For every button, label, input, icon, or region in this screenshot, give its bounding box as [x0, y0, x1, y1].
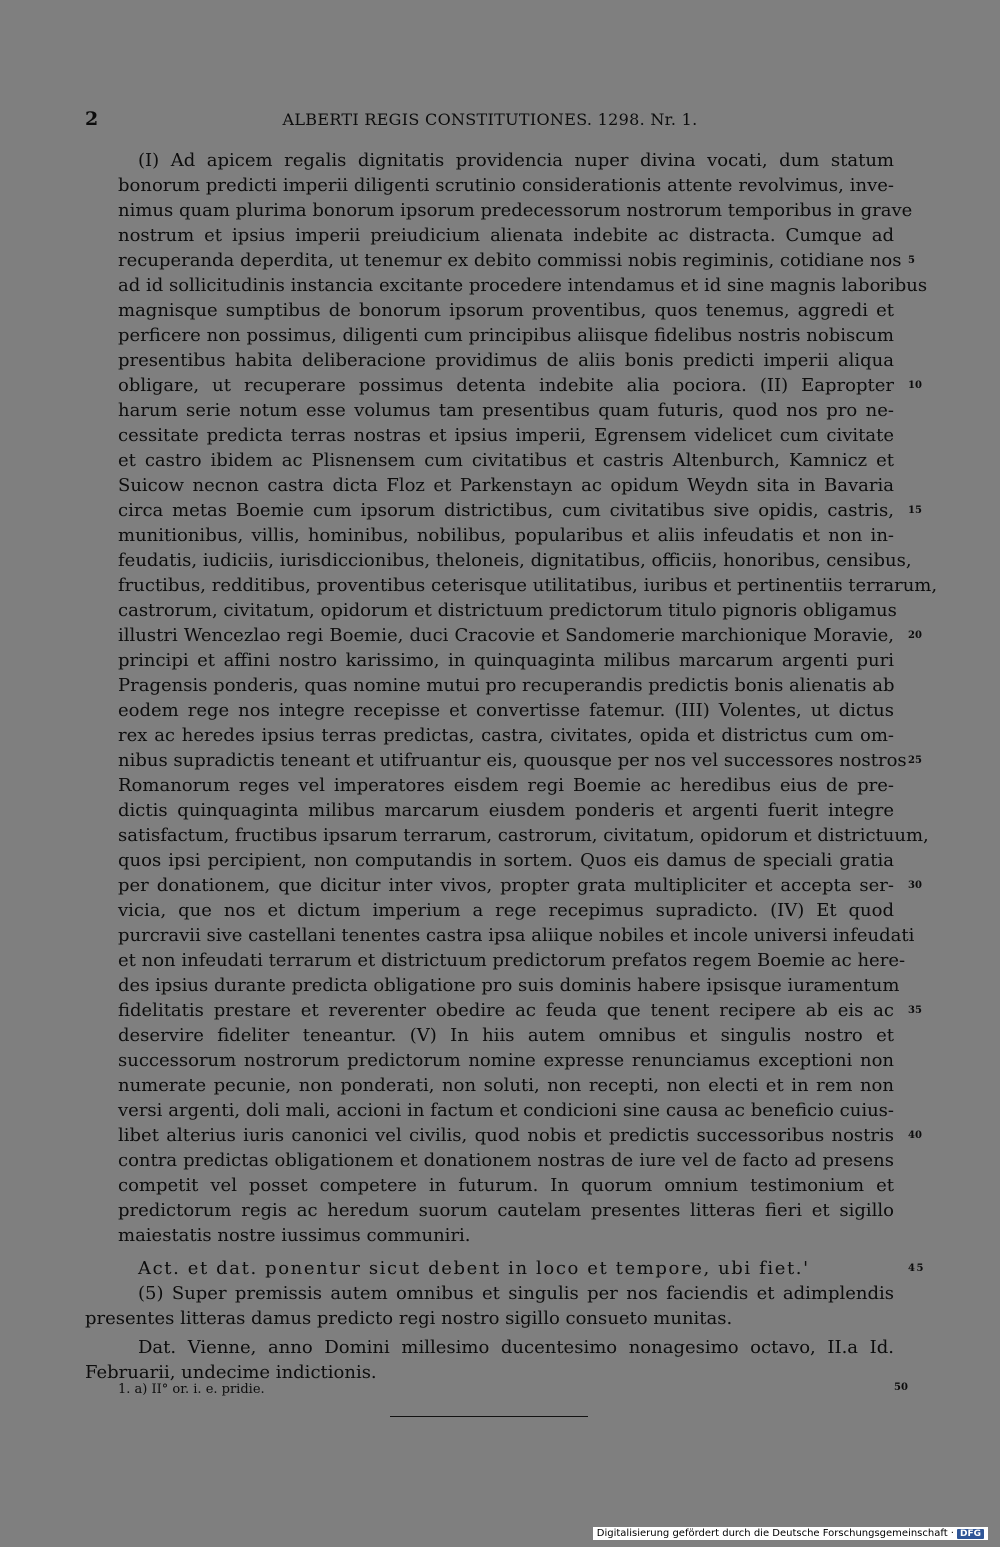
text-line — [118, 748, 922, 773]
text-line — [118, 1173, 894, 1198]
text-line — [118, 298, 894, 323]
text-line — [118, 1073, 894, 1098]
text-line — [118, 1148, 894, 1173]
line-text: Romanorum reges vel imperatores eisdem regi Boemie ac heredibus eius de pre- — [118, 775, 894, 796]
text-line — [118, 323, 894, 348]
dfg-logo: DFG — [957, 1529, 984, 1539]
text-line — [118, 798, 894, 823]
text-line — [118, 1223, 894, 1248]
line-text: perficere non possimus, diligenti cum principibus aliisque fidelibus nostris nobiscum — [118, 325, 894, 346]
text-line — [118, 648, 894, 673]
margin-line-number: 25 — [908, 755, 922, 766]
line-text: quos ipsi percipient, non computandis in sortem. Quos eis damus de speciali gratia — [118, 850, 894, 871]
text-line — [118, 973, 900, 998]
text-line — [118, 1023, 894, 1048]
line-text: illustri Wencezlao regi Boemie, duci Cracovie et Sandomerie marchionique Moravie, — [118, 625, 894, 646]
line-text: competit vel posset competere in futurum. In quorum omnium testimonium et — [118, 1175, 894, 1196]
line-text: castrorum, civitatum, opidorum et districtuum predictorum titulo pignoris obligamus — [118, 600, 897, 621]
charter-text — [85, 148, 938, 1385]
line-text: dictis quinquaginta milibus marcarum eiusdem ponderis et argenti fuerit integre — [118, 800, 894, 821]
margin-line-number: 20 — [908, 630, 922, 641]
line-text: nimus quam plurima bonorum ipsorum predecessorum nostrorum temporibus in grave — [118, 200, 913, 221]
line-text: Pragensis ponderis, quas nomine mutui pro recuperandis predictis bonis alienatis ab — [118, 675, 895, 696]
text-line — [118, 498, 922, 523]
margin-line-number: 30 — [908, 880, 922, 891]
line-text: maiestatis nostre iussimus communiri. — [118, 1225, 471, 1246]
text-line — [118, 1123, 922, 1148]
digitization-credit — [593, 1527, 988, 1540]
line-text: nostrum et ipsius imperii preiudicium alienata indebite ac distracta. Cumque ad — [118, 225, 894, 246]
line-text: Act. et dat. ponentur sicut debent in loco et tempore, ubi fiet.' — [138, 1258, 810, 1279]
text-line — [118, 873, 922, 898]
text-line — [118, 248, 915, 273]
line-text: feudatis, iudiciis, iurisdiccionibus, theloneis, dignitatibus, officiis, honoribus, censibus, — [118, 550, 912, 571]
running-title: ALBERTI REGIS CONSTITUTIONES. 1298. Nr. 1. — [282, 110, 698, 129]
text-line — [118, 998, 922, 1023]
line-text: harum serie notum esse volumus tam presentibus quam futuris, quod nos pro ne- — [118, 400, 894, 421]
text-line — [118, 173, 894, 198]
text-line — [118, 1256, 926, 1281]
text-line — [118, 273, 928, 298]
credit-text: Digitalisierung gefördert durch die Deutsche Forschungsgemeinschaft · — [596, 1528, 954, 1539]
end-rule — [390, 1416, 588, 1417]
line-text: Dat. Vienne, anno Domini millesimo ducentesimo nonagesimo octavo, II.a Id. — [138, 1337, 894, 1358]
line-text: deservire fideliter teneantur. (V) In hiis autem omnibus et singulis nostro et — [118, 1025, 894, 1046]
text-line — [118, 148, 894, 173]
text-line — [118, 598, 897, 623]
line-text: (I) Ad apicem regalis dignitatis providencia nuper divina vocati, dum statum — [138, 150, 894, 171]
line-text: et castro ibidem ac Plisnensem cum civitatibus et castris Altenburch, Kamnicz et — [118, 450, 894, 471]
margin-line-number: 40 — [908, 1130, 922, 1141]
line-text: libet alterius iuris canonici vel civilis, quod nobis et predictis successoribus nostris — [118, 1125, 894, 1146]
text-line — [118, 1198, 894, 1223]
text-line — [118, 448, 894, 473]
line-text: contra predictas obligationem et donationem nostras de iure vel de facto ad presens — [118, 1150, 894, 1171]
text-line — [118, 1281, 894, 1306]
text-line — [118, 423, 894, 448]
line-text: vicia, que nos et dictum imperium a rege recepimus supradicto. (IV) Et quod — [118, 900, 894, 921]
line-text: magnisque sumptibus de bonorum ipsorum proventibus, quos tenemus, aggredi et — [118, 300, 894, 321]
margin-line-number: 10 — [908, 380, 922, 391]
text-line — [118, 823, 929, 848]
margin-line-number: 5 — [908, 255, 915, 266]
line-text: munitionibus, villis, hominibus, nobilibus, popularibus et aliis infeudatis et non in- — [118, 525, 894, 546]
line-text: predictorum regis ac heredum suorum cautelam presentes litteras fieri et sigillo — [118, 1200, 894, 1221]
line-text: principi et affini nostro karissimo, in quinquaginta milibus marcarum argenti puri — [118, 650, 894, 671]
line-text: recuperanda deperdita, ut tenemur ex debito commissi nobis regiminis, cotidiane nos — [118, 250, 902, 271]
text-line — [118, 573, 938, 598]
line-text: numerate pecunie, non ponderati, non soluti, non recepti, non electi et in rem non — [118, 1075, 894, 1096]
text-line — [118, 698, 894, 723]
text-line — [118, 198, 913, 223]
line-text: circa metas Boemie cum ipsorum districtibus, cum civitatibus sive opidis, castris, — [118, 500, 894, 521]
line-text: et non infeudati terrarum et districtuum predictorum prefatos regem Boemie ac here- — [118, 950, 906, 971]
text-line — [118, 373, 922, 398]
footnote-line-number: 50 — [894, 1382, 908, 1393]
line-text: satisfactum, fructibus ipsarum terrarum, castrorum, civitatum, opidorum et districtuum, — [118, 825, 929, 846]
page-header — [85, 108, 895, 132]
line-text: presentes litteras damus predicto regi nostro sigillo consueto munitas. — [85, 1308, 733, 1329]
line-text: ad id sollicitudinis instancia excitante procedere intendamus et id sine magnis laboribus — [118, 275, 928, 296]
footnote — [118, 1382, 908, 1397]
margin-line-number: 45 — [908, 1263, 926, 1274]
footnote-text: 1. a) II° or. i. e. pridie. — [118, 1382, 265, 1397]
line-text: des ipsius durante predicta obligatione pro suis dominis habere ipsisque iuramentum — [118, 975, 900, 996]
text-line — [118, 348, 894, 373]
text-line — [118, 723, 894, 748]
text-line — [118, 398, 894, 423]
text-line — [118, 1098, 894, 1123]
text-line — [118, 673, 894, 698]
text-line — [118, 848, 894, 873]
line-text: bonorum predicti imperii diligenti scrutinio considerationis attente revolvimus, inve- — [118, 175, 894, 196]
line-text: purcravii sive castellani tenentes castra ipsa aliique nobiles et incole universi infeudati — [118, 925, 915, 946]
line-text: Suicow necnon castra dicta Floz et Parkenstayn ac opidum Weydn sita in Bavaria — [118, 475, 894, 496]
text-line — [118, 1048, 894, 1073]
page-number: 2 — [85, 108, 99, 130]
line-text: Februarii, undecime indictionis. — [85, 1362, 377, 1383]
text-line — [118, 923, 915, 948]
line-text: rex ac heredes ipsius terras predictas, castra, civitates, opida et districtus cum om- — [118, 725, 894, 746]
line-text: nibus supradictis teneant et utifruantur eis, quousque per nos vel successores nostros — [118, 750, 907, 771]
line-text: versi argenti, doli mali, accioni in factum et condicioni sine causa ac beneficio cuius- — [118, 1100, 894, 1121]
text-line — [118, 898, 894, 923]
line-text: fructibus, redditibus, proventibus ceterisque utilitatibus, iuribus et pertinentiis terrarum, — [118, 575, 938, 596]
text-line — [118, 473, 894, 498]
line-text: presentibus habita deliberacione providimus de aliis bonis predicti imperii aliqua — [118, 350, 894, 371]
text-line — [118, 773, 894, 798]
text-line — [118, 948, 906, 973]
text-line — [118, 1335, 894, 1360]
line-text: (5) Super premissis autem omnibus et singulis per nos faciendis et adimplendis — [138, 1283, 894, 1304]
text-line — [85, 1306, 894, 1331]
line-text: eodem rege nos integre recepisse et convertisse fatemur. (III) Volentes, ut dictus — [118, 700, 894, 721]
margin-line-number: 15 — [908, 505, 922, 516]
line-text: successorum nostrorum predictorum nomine expresse renunciamus exceptioni non — [118, 1050, 894, 1071]
text-line — [118, 623, 922, 648]
line-text: per donationem, que dicitur inter vivos, propter grata multipliciter et accepta ser- — [118, 875, 894, 896]
line-text: cessitate predicta terras nostras et ipsius imperii, Egrensem videlicet cum civitate — [118, 425, 894, 446]
text-line — [118, 548, 912, 573]
text-line — [118, 523, 894, 548]
margin-line-number: 35 — [908, 1005, 922, 1016]
line-text: fidelitatis prestare et reverenter obedire ac feuda que tenent recipere ab eis ac — [118, 1000, 894, 1021]
line-text: obligare, ut recuperare possimus detenta indebite alia pociora. (II) Eapropter — [118, 375, 894, 396]
text-line — [118, 223, 894, 248]
